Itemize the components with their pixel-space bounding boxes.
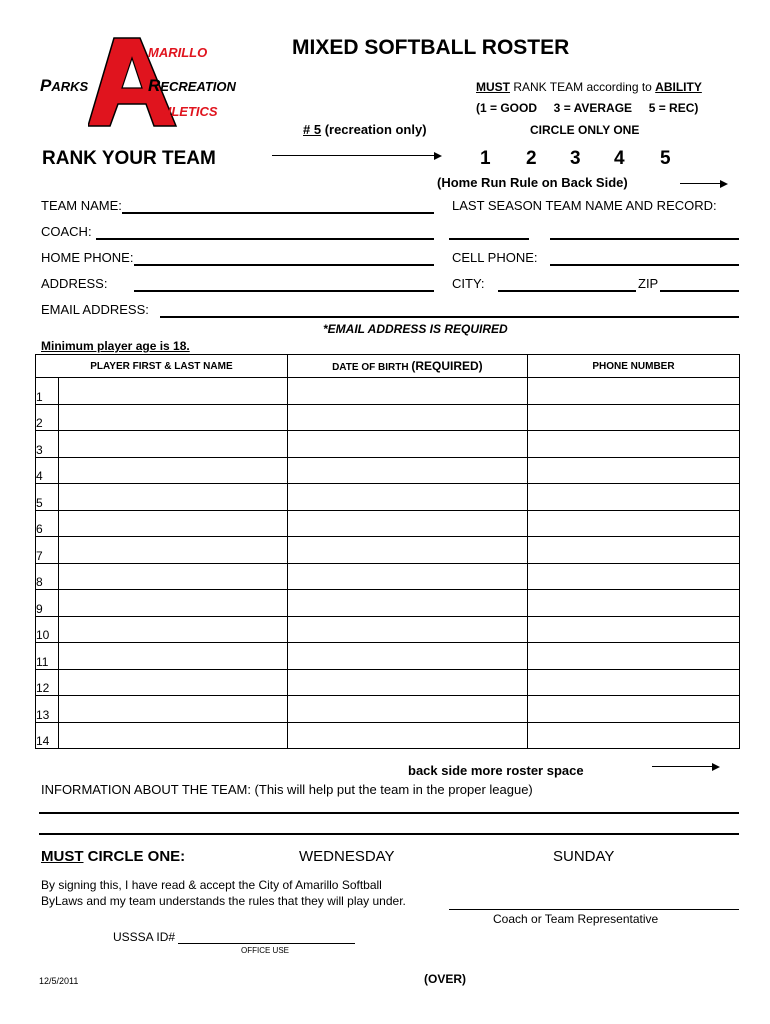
date-of-birth-cell[interactable] (287, 696, 527, 723)
address-field[interactable] (134, 290, 434, 292)
recreation-note: # 5 (recreation only) (303, 122, 427, 137)
date-of-birth-cell[interactable] (287, 484, 527, 511)
player-name-cell[interactable] (58, 563, 287, 590)
team-name-label: TEAM NAME: (41, 198, 122, 213)
phone-number-cell[interactable] (527, 722, 739, 749)
back-side-arrow-icon (712, 763, 720, 771)
date-of-birth-cell[interactable] (287, 510, 527, 537)
row-number: 7 (36, 537, 59, 564)
cell-phone-field[interactable] (550, 264, 739, 266)
must-circle-one-label: MUST CIRCLE ONE: (41, 848, 186, 865)
coach-field[interactable] (96, 238, 434, 240)
date-of-birth-cell[interactable] (287, 669, 527, 696)
player-name-cell[interactable] (58, 696, 287, 723)
row-number: 1 (36, 378, 59, 405)
signature-line[interactable] (449, 909, 739, 910)
rank-option-5[interactable]: 5 (660, 148, 671, 169)
last-season-field-a[interactable] (449, 238, 529, 240)
roster-row (36, 722, 740, 749)
roster-row (36, 431, 740, 458)
zip-label: ZIP (638, 276, 659, 291)
rank-scale: (1 = GOOD 3 = AVERAGE 5 = REC) (476, 101, 699, 115)
minimum-age-note: Minimum player age is 18. (41, 339, 190, 353)
phone-number-cell[interactable] (527, 616, 739, 643)
player-name-cell[interactable] (58, 457, 287, 484)
last-season-label: LAST SEASON TEAM NAME AND RECORD: (452, 198, 717, 213)
roster-row (36, 404, 740, 431)
player-name-cell[interactable] (58, 537, 287, 564)
roster-row (36, 616, 740, 643)
date-of-birth-cell[interactable] (287, 378, 527, 405)
player-name-cell[interactable] (58, 431, 287, 458)
row-number: 12 (36, 669, 59, 696)
row-number: 6 (36, 510, 59, 537)
row-number: 9 (36, 590, 59, 617)
player-name-cell[interactable] (58, 590, 287, 617)
page-title: MIXED SOFTBALL ROSTER (292, 36, 570, 59)
team-info-line-1[interactable] (39, 812, 739, 814)
phone-number-cell[interactable] (527, 696, 739, 723)
email-label: EMAIL ADDRESS: (41, 302, 149, 317)
roster-row (36, 643, 740, 670)
home-run-arrow-line (680, 183, 720, 184)
rank-option-2[interactable]: 2 (526, 148, 537, 169)
roster-row (36, 537, 740, 564)
logo-word-parks: PARKS (40, 76, 89, 95)
roster-row (36, 669, 740, 696)
logo-word-amarillo: MARILLO (148, 45, 208, 60)
over-note: (OVER) (424, 972, 466, 986)
player-name-cell[interactable] (58, 378, 287, 405)
city-label: CITY: (452, 276, 485, 291)
player-name-cell[interactable] (58, 510, 287, 537)
back-side-note: back side more roster space (408, 763, 584, 778)
usssa-id-label: USSSA ID# (113, 930, 176, 944)
rank-your-team-heading: RANK YOUR TEAM (42, 148, 216, 169)
player-name-cell[interactable] (58, 616, 287, 643)
roster-row (36, 457, 740, 484)
home-phone-label: HOME PHONE: (41, 250, 134, 265)
row-number: 5 (36, 484, 59, 511)
player-name-cell[interactable] (58, 722, 287, 749)
rank-arrow-line (272, 155, 434, 156)
rank-instruction: MUST RANK TEAM according to ABILITY (476, 80, 702, 94)
rank-option-1[interactable]: 1 (480, 148, 491, 169)
rank-option-4[interactable]: 4 (614, 148, 625, 169)
date-of-birth-cell[interactable] (287, 563, 527, 590)
roster-row (36, 378, 740, 405)
roster-row (36, 563, 740, 590)
date-of-birth-cell[interactable] (287, 404, 527, 431)
roster-row (36, 484, 740, 511)
row-number: 3 (36, 431, 59, 458)
col-player-name: PLAYER FIRST & LAST NAME (36, 355, 288, 378)
home-phone-field[interactable] (134, 264, 434, 266)
date-of-birth-cell[interactable] (287, 457, 527, 484)
cell-phone-label: CELL PHONE: (452, 250, 538, 265)
email-required-note: *EMAIL ADDRESS IS REQUIRED (323, 322, 508, 336)
roster-row (36, 510, 740, 537)
phone-number-cell[interactable] (527, 431, 739, 458)
city-field[interactable] (498, 290, 636, 292)
circle-only-one: CIRCLE ONLY ONE (530, 123, 640, 137)
row-number: 10 (36, 616, 59, 643)
player-name-cell[interactable] (58, 669, 287, 696)
roster-table (35, 354, 740, 749)
row-number: 13 (36, 696, 59, 723)
sunday-option[interactable]: SUNDAY (553, 848, 615, 865)
phone-number-cell[interactable] (527, 563, 739, 590)
team-info-line-2[interactable] (39, 833, 739, 835)
row-number: 11 (36, 643, 59, 670)
phone-number-cell[interactable] (527, 510, 739, 537)
roster-row (36, 696, 740, 723)
phone-number-cell[interactable] (527, 378, 739, 405)
phone-number-cell[interactable] (527, 404, 739, 431)
date-of-birth-cell[interactable] (287, 616, 527, 643)
phone-number-cell[interactable] (527, 457, 739, 484)
col-date-of-birth: DATE OF BIRTH (REQUIRED) (287, 355, 527, 378)
phone-number-cell[interactable] (527, 669, 739, 696)
date-of-birth-cell[interactable] (287, 537, 527, 564)
phone-number-cell[interactable] (527, 484, 739, 511)
wednesday-option[interactable]: WEDNESDAY (299, 848, 395, 865)
row-number: 2 (36, 404, 59, 431)
date-of-birth-cell[interactable] (287, 431, 527, 458)
roster-row (36, 590, 740, 617)
row-number: 14 (36, 722, 59, 749)
player-name-cell[interactable] (58, 484, 287, 511)
zip-field[interactable] (660, 290, 739, 292)
col-phone-number: PHONE NUMBER (527, 355, 739, 378)
row-number: 8 (36, 563, 59, 590)
coach-rep-label: Coach or Team Representative (493, 912, 659, 926)
date-of-birth-cell[interactable] (287, 722, 527, 749)
usssa-id-field[interactable] (178, 943, 355, 944)
office-use-note: OFFICE USE (241, 946, 290, 955)
back-side-arrow-line (652, 766, 712, 767)
address-label: ADDRESS: (41, 276, 108, 291)
coach-label: COACH: (41, 224, 92, 239)
date-of-birth-cell[interactable] (287, 643, 527, 670)
phone-number-cell[interactable] (527, 643, 739, 670)
home-run-arrow-icon (720, 180, 728, 188)
rank-option-3[interactable]: 3 (570, 148, 581, 169)
logo-word-recreation: RECREATION (148, 76, 236, 95)
team-info-label: INFORMATION ABOUT THE TEAM: (This will help put the team in the proper league) (41, 782, 533, 797)
rank-arrow-icon (434, 152, 442, 160)
phone-number-cell[interactable] (527, 537, 739, 564)
last-season-field-b[interactable] (550, 238, 739, 240)
phone-number-cell[interactable] (527, 590, 739, 617)
email-field[interactable] (160, 316, 739, 318)
signing-statement-line-1: By signing this, I have read & accept the City of Amarillo Softball (41, 878, 382, 892)
team-name-field[interactable] (122, 212, 434, 214)
roster-header-row (36, 355, 740, 378)
player-name-cell[interactable] (58, 404, 287, 431)
row-number: 4 (36, 457, 59, 484)
form-date: 12/5/2011 (39, 976, 79, 986)
signing-statement-line-2: ByLaws and my team understands the rules that they will play under. (41, 894, 406, 908)
player-name-cell[interactable] (58, 643, 287, 670)
home-run-rule-note: (Home Run Rule on Back Side) (437, 175, 628, 190)
logo-word-athletics: THLETICS (154, 104, 218, 119)
date-of-birth-cell[interactable] (287, 590, 527, 617)
